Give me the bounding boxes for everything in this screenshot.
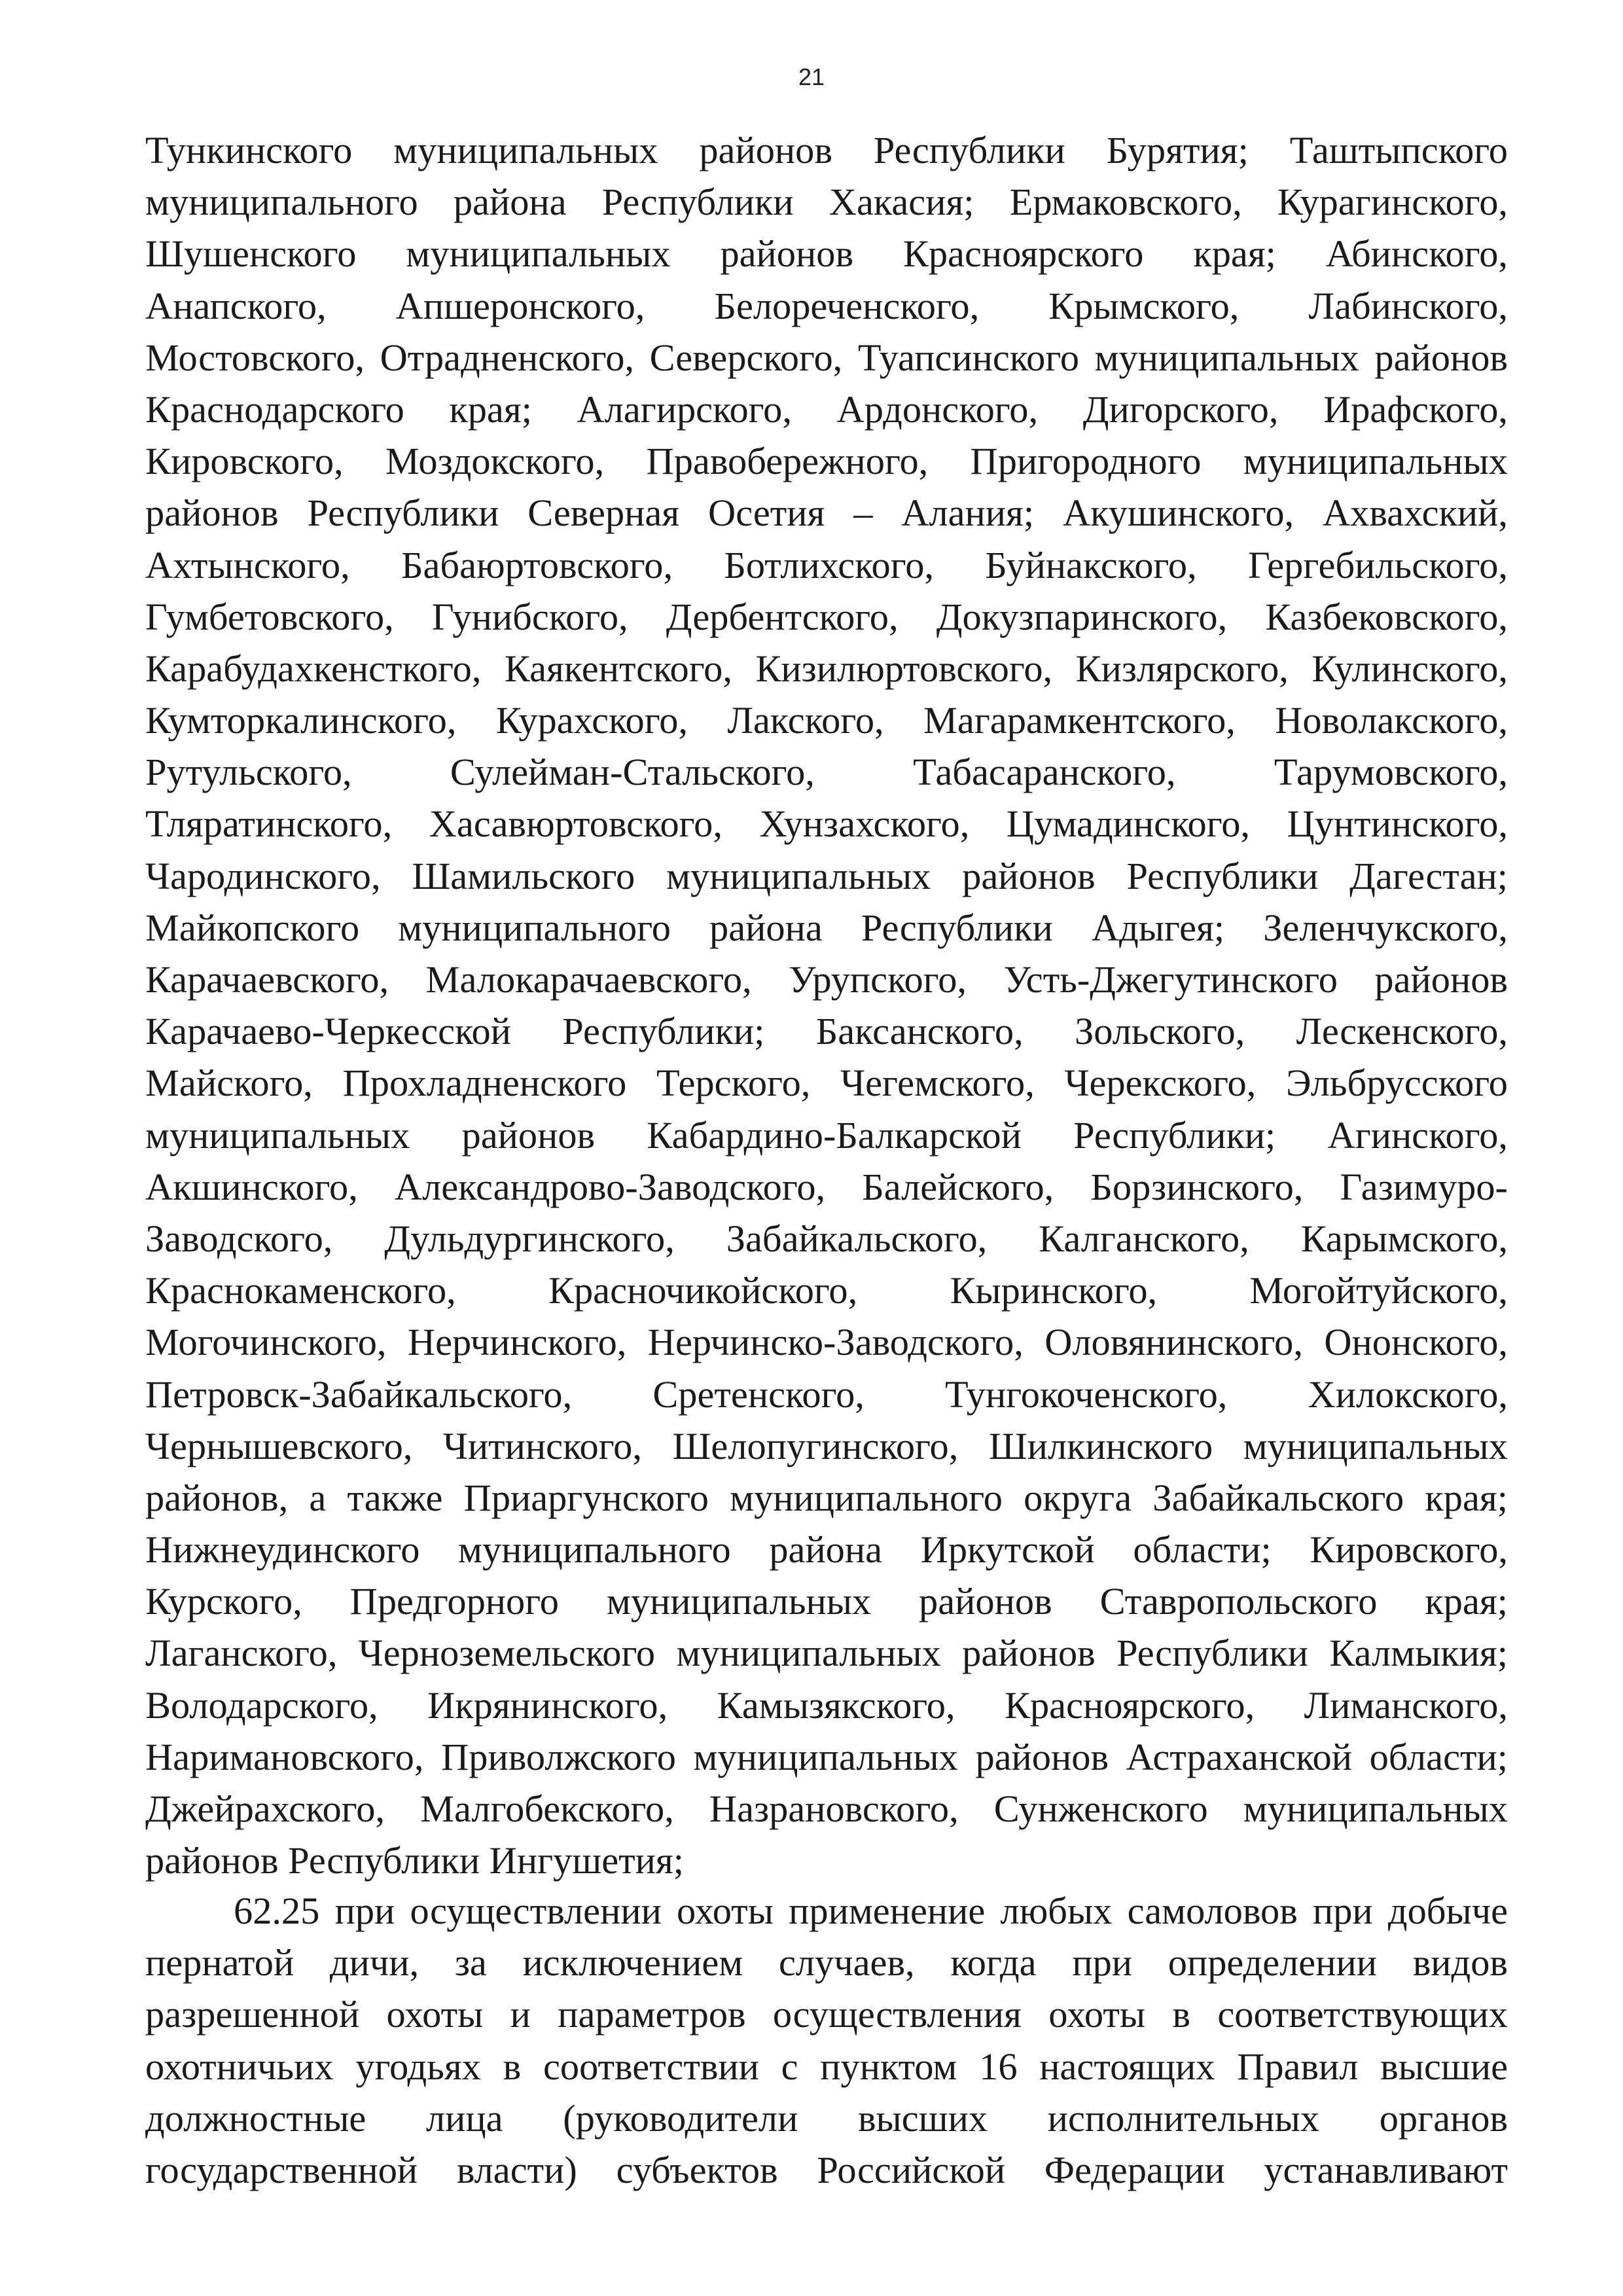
text-line: Мостовского, Отрадненского, Северского, Туапсинского муниципальных районов xyxy=(145,336,1508,379)
text-line: охотничьих угодьях в соответствии с пунктом 16 настоящих Правил высшие xyxy=(145,2045,1508,2088)
paragraph-62-25 xyxy=(145,1885,1508,2196)
text-line: Карачаевского, Малокарачаевского, Урупского, Усть-Джегутинского районов xyxy=(145,958,1508,1001)
text-line: Карачаево-Черкесской Республики; Баксанского, Зольского, Лескенского, xyxy=(145,1010,1508,1053)
text-line: Шушенского муниципальных районов Красноярского края; Абинского, xyxy=(145,232,1508,276)
text-line: Гумбетовского, Гунибского, Дербентского, Докузпаринского, Казбековского, xyxy=(145,595,1508,638)
text-line: Петровск-Забайкальского, Сретенского, Тунгокоченского, Хилокского, xyxy=(145,1372,1508,1416)
text-line: Ахтынского, Бабаюртовского, Ботлихского, Буйнакского, Гергебильского, xyxy=(145,543,1508,586)
text-line: пернатой дичи, за исключением случаев, когда при определении видов xyxy=(145,1941,1508,1984)
text-line: муниципальных районов Кабардино-Балкарской Республики; Агинского, xyxy=(145,1113,1508,1157)
text-line: Карабудахкенсткого, Каякентского, Кизилюртовского, Кизлярского, Кулинского, xyxy=(145,647,1508,690)
text-line: разрешенной охоты и параметров осуществления охоты в соответствующих xyxy=(145,1993,1508,2036)
text-line: Курского, Предгорного муниципальных районов Ставропольского края; xyxy=(145,1580,1508,1623)
text-line: районов Республики Ингушетия; xyxy=(145,1839,684,1882)
paragraph-list-of-districts xyxy=(145,124,1508,1886)
text-line: Нижнеудинского муниципального района Иркутской области; Кировского, xyxy=(145,1528,1508,1571)
text-line: Краснокаменского, Красночикойского, Кыринского, Могойтуйского, xyxy=(145,1269,1508,1312)
text-line: Акшинского, Александрово-Заводского, Балейского, Борзинского, Газимуро- xyxy=(145,1165,1508,1208)
text-line: государственной власти) субъектов Российской Федерации устанавливают xyxy=(145,2148,1508,2191)
text-line: Рутульского, Сулейман-Стальского, Табасаранского, Тарумовского, xyxy=(145,751,1508,794)
text-line: Чародинского, Шамильского муниципальных районов Республики Дагестан; xyxy=(145,854,1508,897)
text-line: Кумторкалинского, Курахского, Лакского, Магарамкентского, Новолакского, xyxy=(145,699,1508,742)
text-line: Джейрахского, Малгобекского, Назрановского, Сунженского муниципальных xyxy=(145,1787,1508,1830)
text-line: Володарского, Икрянинского, Камызякского, Красноярского, Лиманского, xyxy=(145,1683,1508,1727)
text-line: Наримановского, Приволжского муниципальных районов Астраханской области; xyxy=(145,1735,1508,1778)
text-line: районов, а также Приаргунского муниципального округа Забайкальского края; xyxy=(145,1476,1508,1519)
text-line: Майкопского муниципального района Республики Адыгея; Зеленчукского, xyxy=(145,906,1508,949)
text-line: Майского, Прохладненского Терского, Чегемского, Черекского, Эльбрусского xyxy=(145,1062,1508,1105)
page-number: 21 xyxy=(798,63,825,90)
text-line: районов Республики Северная Осетия – Алания; Акушинского, Ахвахский, xyxy=(145,492,1508,535)
text-line: Тункинского муниципальных районов Республики Бурятия; Таштыпского xyxy=(145,129,1508,171)
text-line: муниципального района Республики Хакасия; Ермаковского, Курагинского, xyxy=(145,181,1508,224)
text-line: Кировского, Моздокского, Правобережного, Пригородного муниципальных xyxy=(145,440,1508,483)
text-line: Лаганского, Черноземельского муниципальных районов Республики Калмыкия; xyxy=(145,1632,1508,1675)
text-line: Краснодарского края; Алагирского, Ардонского, Дигорского, Ирафского, xyxy=(145,387,1508,431)
text-line: должностные лица (руководители высших исполнительных органов xyxy=(145,2096,1508,2140)
text-line: 62.25 при осуществлении охоты применение любых самоловов при добыче xyxy=(234,1890,1508,1932)
text-line: Могочинского, Нерчинского, Нерчинско-Заводского, Оловянинского, Ононского, xyxy=(145,1321,1508,1364)
text-line: Анапского, Апшеронского, Белореченского, Крымского, Лабинского, xyxy=(145,284,1508,327)
text-line: Тляратинского, Хасавюртовского, Хунзахского, Цумадинского, Цунтинского, xyxy=(145,802,1508,846)
text-line: Заводского, Дульдургинского, Забайкальского, Калганского, Карымского, xyxy=(145,1217,1508,1260)
text-line: Чернышевского, Читинского, Шелопугинского, Шилкинского муниципальных xyxy=(145,1424,1508,1467)
